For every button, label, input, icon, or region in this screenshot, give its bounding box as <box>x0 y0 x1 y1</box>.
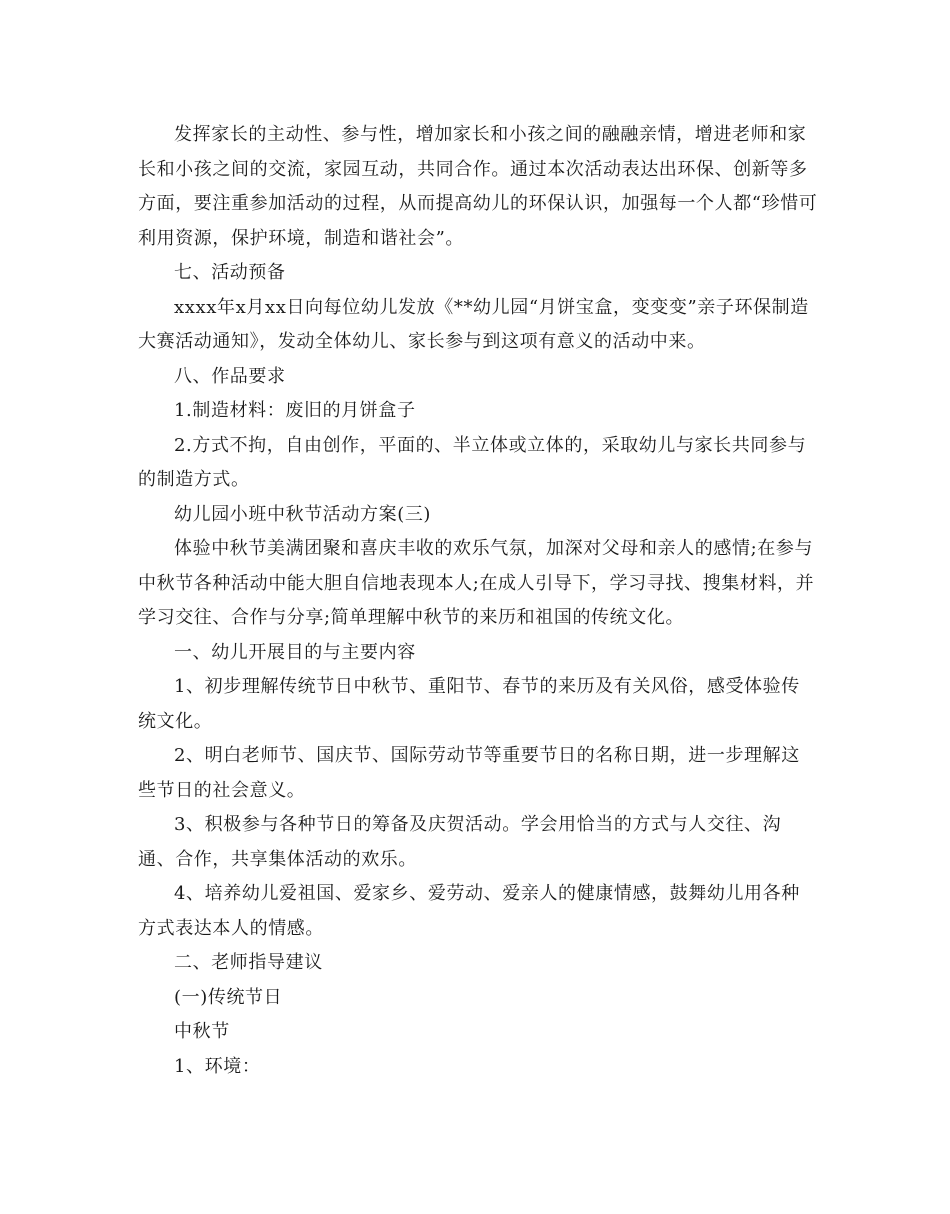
heading-teacher-guidance: 二、老师指导建议 <box>174 952 323 973</box>
list-item-methods: 2.方式不拘，自由创作，平面的、半立体或立体的，采取幼儿与家长共同参与的制造方式。 <box>138 434 807 490</box>
heading-development-goals: 一、幼儿开展目的与主要内容 <box>174 641 416 663</box>
paragraph-intro-goals: 发挥家长的主动性、参与性，增加家长和小孩之间的融融亲情，增进老师和家长和小孩之间的交流，家园互动，共同合作。通过本次活动表达出环保、创新等多方面，要注重参加活动的过程，从而提高幼儿的环保认识，加强每一个人都“珍惜可利用资源，保护环境，制造和谐社会”。 <box>138 124 818 249</box>
heading-activity-preparation: 七、活动预备 <box>174 262 286 283</box>
document-body <box>138 118 818 1084</box>
subheading-traditional-festivals: (一)传统节日 <box>174 986 283 1008</box>
list-item-goal-3: 3、积极参与各种节日的筹备及庆贺活动。学会用恰当的方式与人交往、沟通、合作，共享集体活动的欢乐。 <box>138 814 782 870</box>
paragraph-experience-goals: 体验中秋节美满团聚和喜庆丰收的欢乐气氛，加深对父母和亲人的感情;在参与中秋节各种活动中能大胆自信地表现本人;在成人引导下，学习寻找、搜集材料，并学习交往、合作与分享;简单理解中秋节的来历和祖国的传统文化。 <box>138 538 815 628</box>
list-item-environment: 1、环境： <box>174 1055 261 1077</box>
subheading-mid-autumn: 中秋节 <box>174 1021 230 1042</box>
heading-work-requirements: 八、作品要求 <box>174 365 286 387</box>
list-item-materials: 1.制造材料：废旧的月饼盒子 <box>174 400 416 421</box>
list-item-goal-2: 2、明白老师节、国庆节、国际劳动节等重要节日的名称日期，进一步理解这些节日的社会意义。 <box>138 745 800 801</box>
section-title-plan-three: 幼儿园小班中秋节活动方案(三) <box>174 503 432 525</box>
paragraph-notice-distribution: xxxx年x月xx日向每位幼儿发放《**幼儿园“月饼宝盒，变变变”亲子环保制造大赛活动通知》，发动全体幼儿、家长参与到这项有意义的活动中来。 <box>138 296 809 352</box>
list-item-goal-1: 1、初步理解传统节日中秋节、重阳节、春节的来历及有关风俗，感受体验传统文化。 <box>138 676 800 732</box>
list-item-goal-4: 4、培养幼儿爱祖国、爱家乡、爱劳动、爱亲人的健康情感，鼓舞幼儿用各种方式表达本人的情感。 <box>138 883 800 939</box>
